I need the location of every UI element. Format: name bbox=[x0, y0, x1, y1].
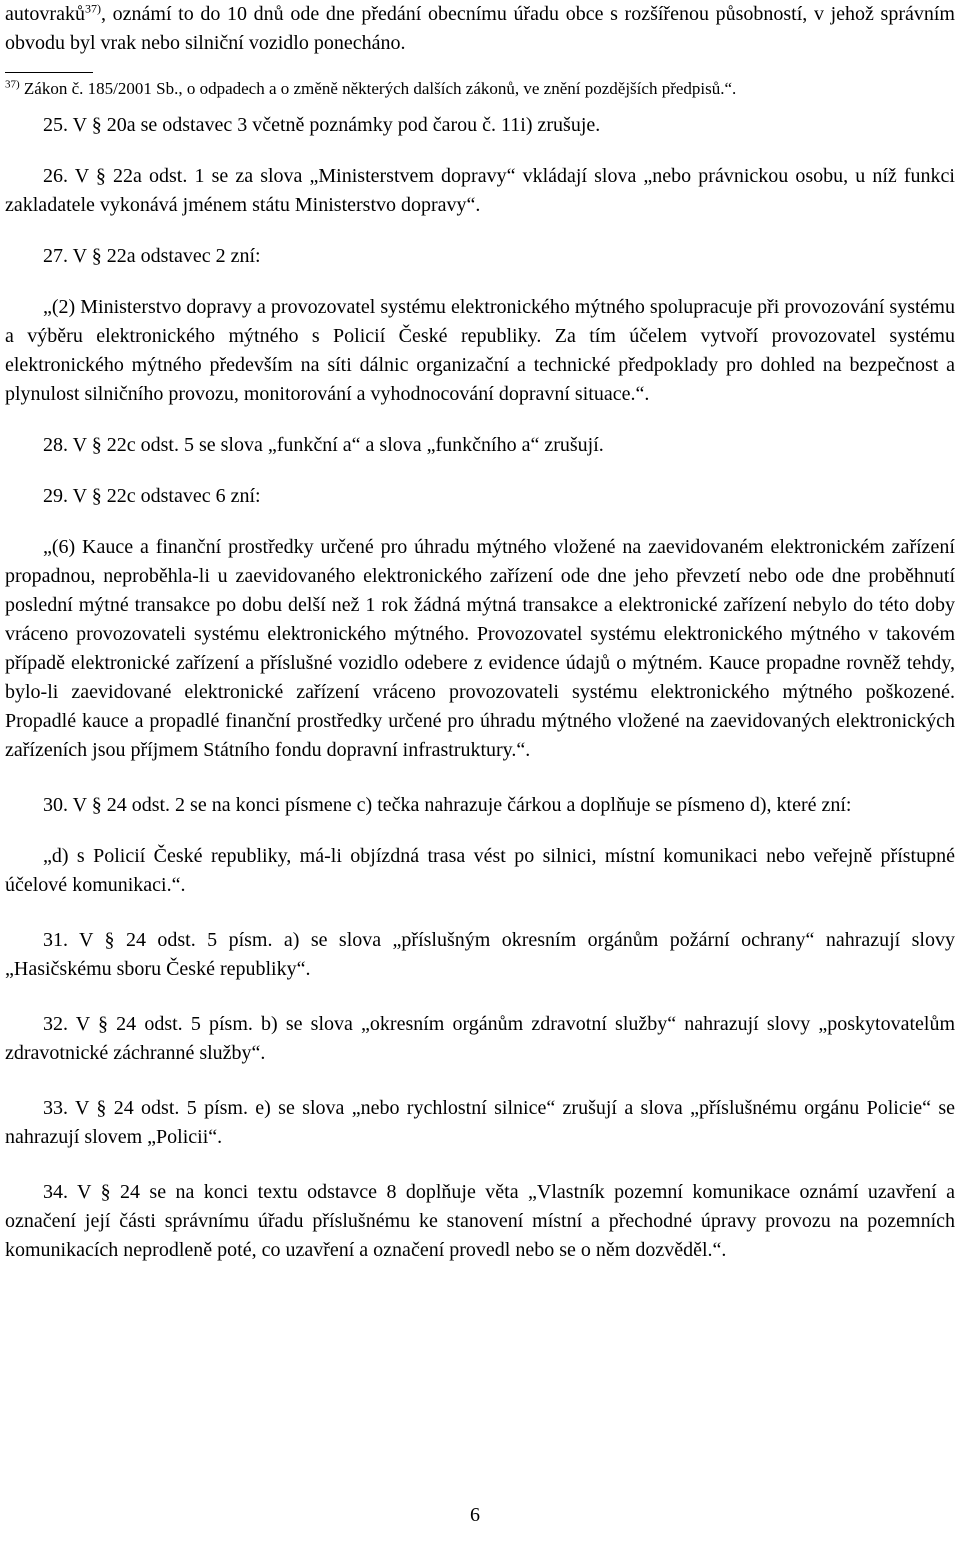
item-34: 34. V § 24 se na konci textu odstavce 8 doplňuje věta „Vlastník pozemní komunikace oznámí uzavření a označení její části správnímu úřadu příslušnému ke stanovení místní a přechodné úpravy provozu na pozemních komunikacích neprodleně poté, co uzavření a označení provedl nebo se o něm dozvěděl.“. bbox=[5, 1181, 955, 1261]
top-paragraph-lead: autovraků bbox=[5, 3, 85, 25]
item-33: 33. V § 24 odst. 5 písm. e) se slova „nebo rychlostní silnice“ zrušují a slova „příslušnému orgánu Policie“ se nahrazují slovem „Policii“. bbox=[5, 1097, 955, 1148]
item-31: 31. V § 24 odst. 5 písm. a) se slova „příslušným okresním orgánům požární ochrany“ nahrazují slovy „Hasičskému sboru České republiky“. bbox=[5, 929, 955, 980]
item-30-quote: „d) s Policií České republiky, má-li objízdná trasa vést po silnici, místní komunikaci nebo veřejně přístupné účelové komunikaci.“. bbox=[5, 845, 955, 896]
document-page bbox=[5, 0, 955, 1265]
item-29: 29. V § 22c odstavec 6 zní: bbox=[43, 485, 261, 507]
item-32: 32. V § 24 odst. 5 písm. b) se slova „okresním orgánům zdravotní služby“ nahrazují slovy „poskytovatelům zdravotnické záchranné služby“. bbox=[5, 1013, 955, 1064]
footnote-divider bbox=[5, 72, 93, 73]
item-27: 27. V § 22a odstavec 2 zní: bbox=[43, 245, 261, 267]
footnote-text: Zákon č. 185/2001 Sb., o odpadech a o změně některých dalších zákonů, ve znění pozdějších předpisů.“. bbox=[19, 79, 737, 98]
item-26: 26. V § 22a odst. 1 se za slova „Ministerstvem dopravy“ vkládají slova „nebo právnickou osobu, u níž funkci zakladatele vykonává jménem státu Ministerstvo dopravy“. bbox=[5, 165, 955, 216]
item-28: 28. V § 22c odst. 5 se slova „funkční a“ a slova „funkčního a“ zrušují. bbox=[43, 434, 604, 456]
item-29-quote: „(6) Kauce a finanční prostředky určené pro úhradu mýtného vložené na zaevidovaném elektronickém zařízení propadnou, neproběhla-li u zaevidovaného elektronického zařízení ode dne jeho převzetí nebo ode dne proběhnutí poslední mýtné transakce po dobu delší než 1 rok žádná mýtná transakce a elektronické zařízení nebylo do této doby vráceno provozovateli systému elektronického mýtného. Provozovatel systému elektronického mýtného v takovém případě elektronické zařízení a příslušné vozidlo odebere z evidence údajů o mýtném. Kauce propadne rovněž tehdy, bylo-li zaevidované elektronické zařízení vráceno provozovateli systému elektronického mýtného poškozené. Propadlé kauce a propadlé finanční prostředky určené pro úhradu mýtného vložené na zaevidovaných elektronických zařízeních jsou příjmem Státního fondu dopravní infrastruktury.“. bbox=[5, 536, 955, 761]
top-paragraph-rest: , oznámí to do 10 dnů ode dne předání obecnímu úřadu obce s rozšířenou působností, v jehož správním obvodu byl vrak nebo silniční vozidlo ponecháno. bbox=[5, 3, 955, 54]
footnote-marker: 37) bbox=[5, 78, 20, 91]
footnote bbox=[5, 77, 955, 101]
item-30: 30. V § 24 odst. 2 se na konci písmene c) tečka nahrazuje čárkou a doplňuje se písmeno d), které zní: bbox=[43, 794, 852, 816]
footnote-reference: 37) bbox=[84, 1, 101, 16]
item-27-quote: „(2) Ministerstvo dopravy a provozovatel systému elektronického mýtného spolupracuje při provozování systému a výběru elektronického mýtného s Policií České republiky. Za tím účelem vytvoří provozovatel systému elektronického mýtného především na síti dálnic organizační a technické předpoklady pro dohled na bezpečnost a plynulost silničního provozu, monitorování a vyhodnocování dopravní situace.“. bbox=[5, 296, 955, 405]
item-25: 25. V § 20a se odstavec 3 včetně poznámky pod čarou č. 11i) zrušuje. bbox=[43, 114, 601, 136]
page-number: 6 bbox=[470, 1504, 480, 1526]
top-paragraph bbox=[5, 0, 955, 58]
